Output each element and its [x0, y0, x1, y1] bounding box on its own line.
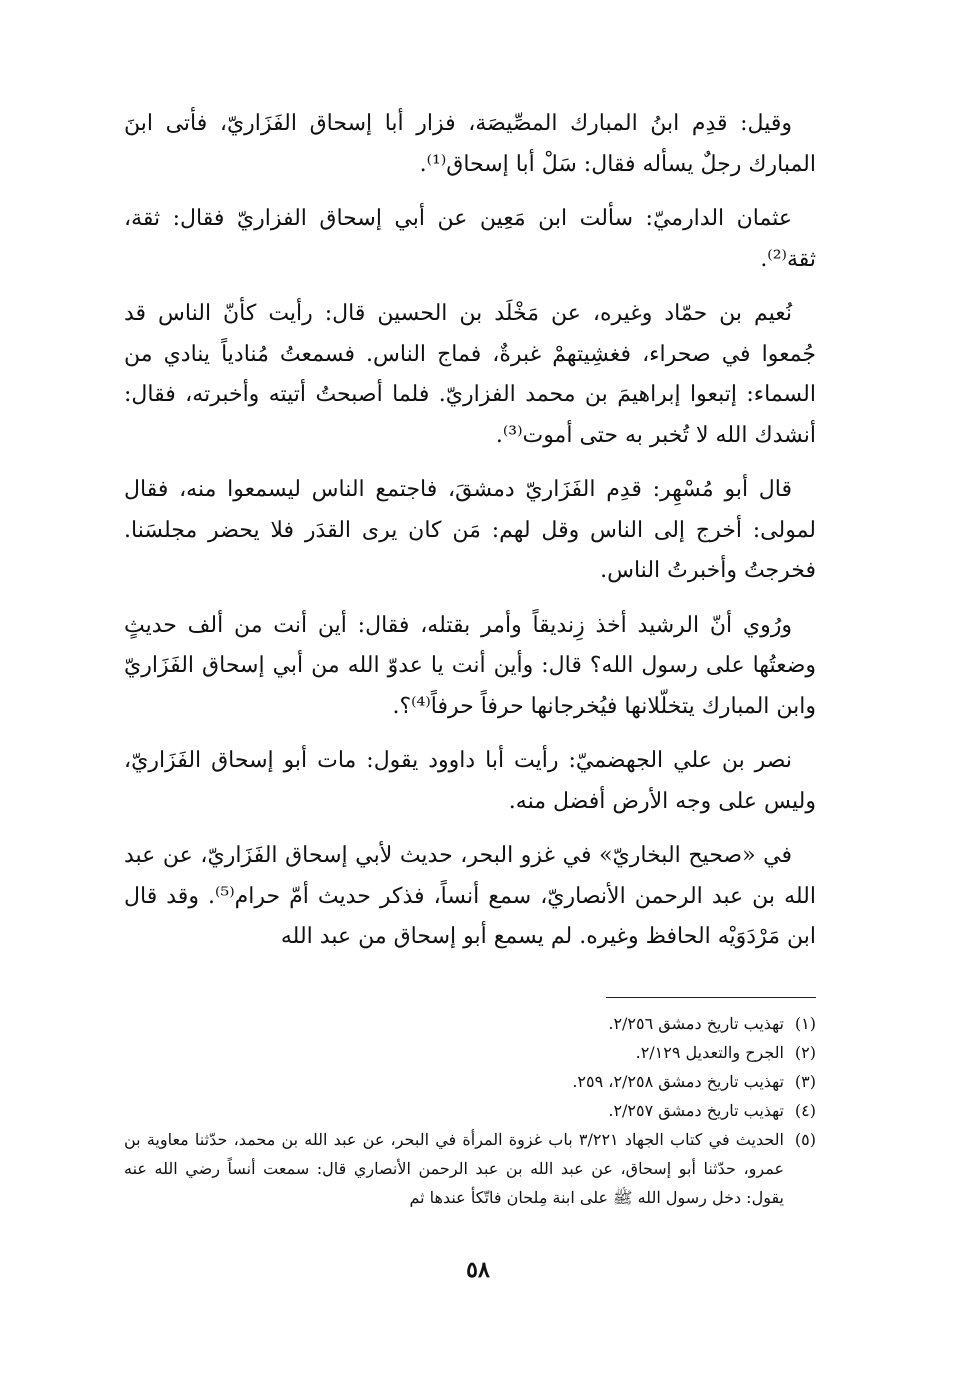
footnote-4 — [124, 1096, 816, 1125]
footnote-number: (٢) — [794, 1043, 816, 1062]
footnote-text: تهذيب تاريخ دمشق ٢/٢٥٨، ٢٥٩. — [572, 1072, 784, 1091]
footnote-3 — [124, 1067, 816, 1096]
footnote-number: (٣) — [794, 1072, 816, 1091]
footnotes — [124, 1009, 816, 1212]
paragraph-1: وقيل: قدِم ابنُ المبارك المصِّيصَة، فزار أبا إسحاق الفَزَاريّ، فأتى ابنَ المبارك رجلٌ يسأله فقال: سَلْ أبا إسحاق⁽¹⁾. — [124, 111, 816, 177]
paragraph-7: في «صحيح البخاريّ» في غزو البحر، حديث لأبي إسحاق الفَزَاريّ، عن عبد الله بن عبد الرحمن الأنصاريّ، سمع أنساً، فذكر حديث أمّ حرام⁽⁵⁾. وقد قال ابن مَرْدَوَيْه الحافظ وغيره. لم يسمع أبو إسحاق من عبد الله — [124, 843, 816, 949]
footnote-text: تهذيب تاريخ دمشق ٢/٢٥٧. — [608, 1101, 784, 1120]
footnote-1 — [124, 1009, 816, 1038]
paragraph-2: عثمان الدارميّ: سألت ابن مَعِين عن أبي إسحاق الفزاريّ فقال: ثقة، ثقة⁽²⁾. — [124, 206, 816, 272]
main-text — [124, 104, 816, 972]
footnote-divider — [606, 997, 816, 998]
footnote-number: (٤) — [794, 1101, 816, 1120]
footnote-text: الحديث في كتاب الجهاد ٣/٢٢١ باب غزوة المرأة في البحر، عن عبد الله بن محمد، حدّثنا معاوية بن عمرو، حدّثنا أبو إسحاق، عن عبد الله بن عبد الرحمن الأنصاري قال: سمعت أنساً رضي الله عنه يقول: دخل رسول الله ﷺ على ابنة مِلحان فاتّكأ عندها ثم — [124, 1130, 784, 1207]
footnote-2 — [124, 1038, 816, 1067]
footnote-number: (١) — [794, 1014, 816, 1033]
paragraph-6: نصر بن علي الجهضميّ: رأيت أبا داوود يقول: مات أبو إسحاق الفَزَاريّ، وليس على وجه الأرض أفضل منه. — [124, 748, 816, 814]
paragraph-3: نُعيم بن حمّاد وغيره، عن مَخْلَد بن الحسين قال: رأيت كأنّ الناس قد جُمعوا في صحراء، فغشِيتهمْ غبرةٌ، فماج الناس. فسمعتُ مُنادياً ينادي من السماء: إتبعوا إبراهيمَ بن محمد الفزاريّ. فلما أصبحتُ أتيته وأخبرته، فقال: أنشدك الله لا تُخبر به حتى أموت⁽³⁾. — [124, 301, 816, 448]
page-number: ٥٨ — [466, 1257, 490, 1283]
footnote-text: الجرح والتعديل ٢/١٢٩. — [635, 1043, 784, 1062]
footnote-number: (٥) — [794, 1130, 816, 1149]
footnote-text: تهذيب تاريخ دمشق ٢/٢٥٦. — [608, 1014, 784, 1033]
paragraph-5: ورُوي أنّ الرشيد أخذ زِنديقاً وأمر بقتله، فقال: أين أنت من ألف حديثٍ وضعتُها على رسول الله؟ قال: وأين أنت يا عدوّ الله من أبي إسحاق الفَزَاريّ وابن المبارك يتخلّلانها فيُخرجانها حرفاً حرفاً⁽⁴⁾؟. — [124, 612, 816, 719]
paragraph-4: قال أبو مُسْهِر: قدِم الفَزَاريّ دمشقَ، فاجتمع الناس ليسمعوا منه، فقال لمولى: أخرج إلى الناس وقل لهم: مَن كان يرى القدَر فلا يحضر مجلسَنا. فخرجتُ وأخبرتُ الناس. — [124, 477, 816, 583]
footnote-5 — [124, 1125, 816, 1212]
